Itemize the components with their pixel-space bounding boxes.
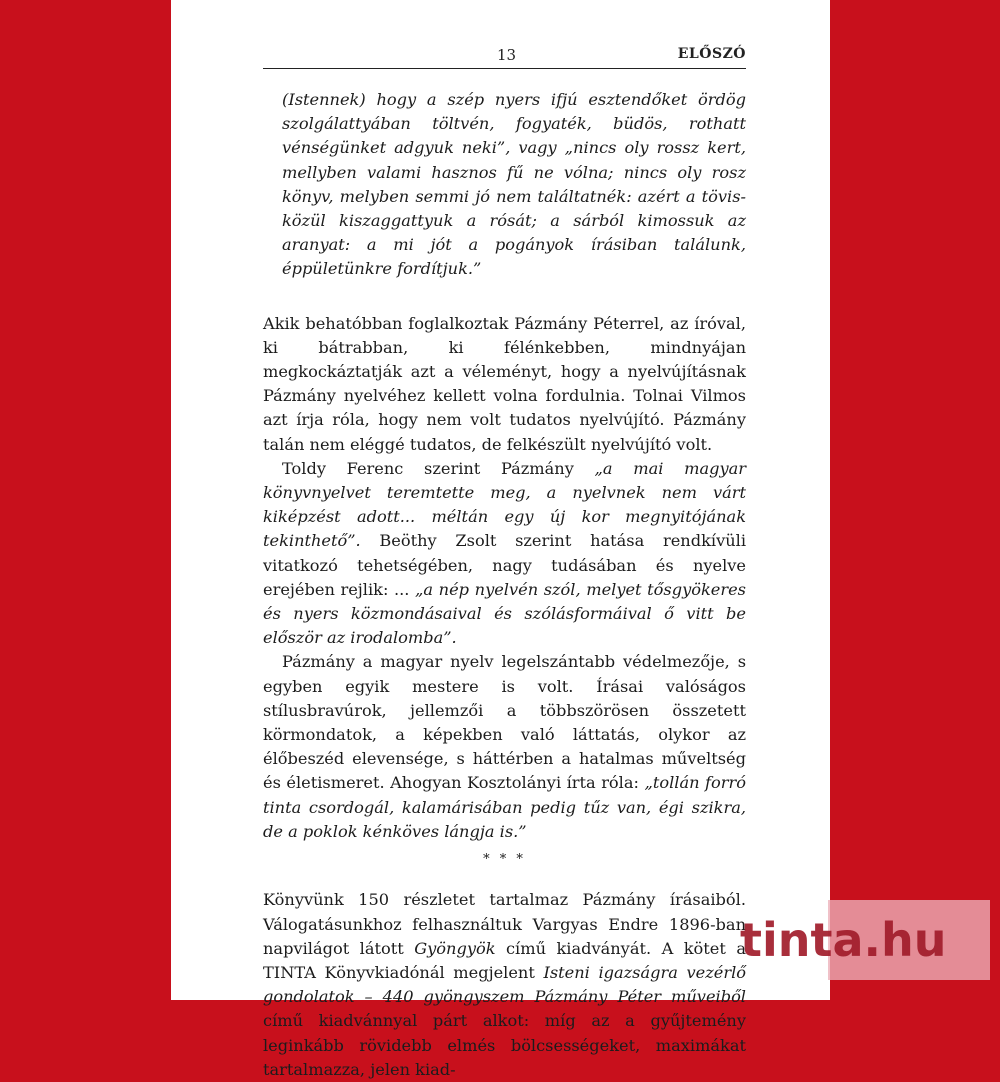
paragraph-2-text-a: Toldy Ferenc szerint Pázmány <box>282 458 595 478</box>
section-ornament: * * * <box>483 852 526 868</box>
paragraph-4-text-a: Könyvünk 150 részletet tartalmaz Pázmány írásaiból. Válogatásunkhoz felhasználtuk Vargyas Endre 1896-ban napvilágot látott <box>263 890 746 958</box>
page-header <box>263 44 746 69</box>
paragraph-2-text-b: Beöthy Zsolt szerint hatása rendkívüli vitatkozó tehetségében, nagy tudásában és nyelve erejében rejlik: ... <box>263 531 746 599</box>
page-number: 13 <box>497 46 517 64</box>
paragraph-2-quote-b: „a nép nyelvén szól, melyet tősgyökeres és nyers közmondásaival és szólásformáival ő vitt be először az irodalomba”. <box>263 579 746 648</box>
paragraph-3-text: Pázmány a magyar nyelv legelszántabb védelmezője, s egyben egyik mestere is volt. Írásai valóságos stílusbravúrok, jellemzői a többszörösen összetett körmondatok, a képekben való láttatás, olykor az élőbeszéd elevensége, s háttérben a hatalmas műveltség és életismeret. Ahogyan Kosztolányi írta róla: <box>263 652 746 793</box>
paragraph-2-quote-a: „a mai magyar könyvnyelvet teremtette meg, a nyelvnek nem várt kiképzést adott... méltán egy új kor megnyitójának tekinthető”. <box>263 458 746 551</box>
paragraph-3 <box>263 650 746 844</box>
paragraph-4-title-b: Isteni igazságra vezérlő gondolatok – 440 gyöngyszem Pázmány Péter műveiből <box>263 962 746 1007</box>
book-page <box>171 0 830 1079</box>
paragraph-3-quote: „tollán forró tinta csordogál, kalamárisában pedig tűz van, égi szikra, de a poklok kénköves lángja is.” <box>263 773 746 841</box>
paragraph-2 <box>263 457 746 651</box>
running-head: ELŐSZÓ <box>677 46 746 62</box>
page-body <box>263 88 746 1082</box>
paragraph-4 <box>263 888 746 1082</box>
paragraph-4-text-c: című kiadvánnyal párt alkot: míg az a gyűjtemény leginkább rövidebb elmés bölcsességeket, maximákat tartalmazza, jelen kiad- <box>263 1011 746 1079</box>
watermark-text: tinta.hu <box>740 913 947 967</box>
paragraph-4-text-b: című kiadványát. A kötet a TINTA Könyvkiadónál megjelent <box>263 938 746 982</box>
paragraph-1: Akik behatóbban foglalkoztak Pázmány Péterrel, az íróval, ki bátrabban, ki félénkebben, mindnyájan megkockáztatják azt a véleményt, hogy a nyelvújításnak Pázmány nyelvéhez kellett volna fordulnia. Tolnai Vilmos azt írja róla, hogy nem volt tudatos nyelvújító. Pázmány talán nem eléggé tudatos, de felkészült nyelvújító volt. <box>263 313 746 454</box>
block-quote: (Istennek) hogy a szép nyers ifjú esztendőket ördög szolgálattyában töltvén, fogyaték, büdös, rothatt vénségünket adgyuk neki”, vagy „nincs oly rossz kert, mellyben valami hasznos fű ne vólna; nincs oly rosz könyv, melyben semmi jó nem találtatnék: azért a tövis-közül kiszaggattyuk a rósát; a sárból kimossuk az aranyat: a mi jót a pogányok írásiban találunk, éppületünkre fordítjuk.” <box>282 90 746 279</box>
paragraph-4-title-a: Gyöngyök <box>414 938 496 958</box>
